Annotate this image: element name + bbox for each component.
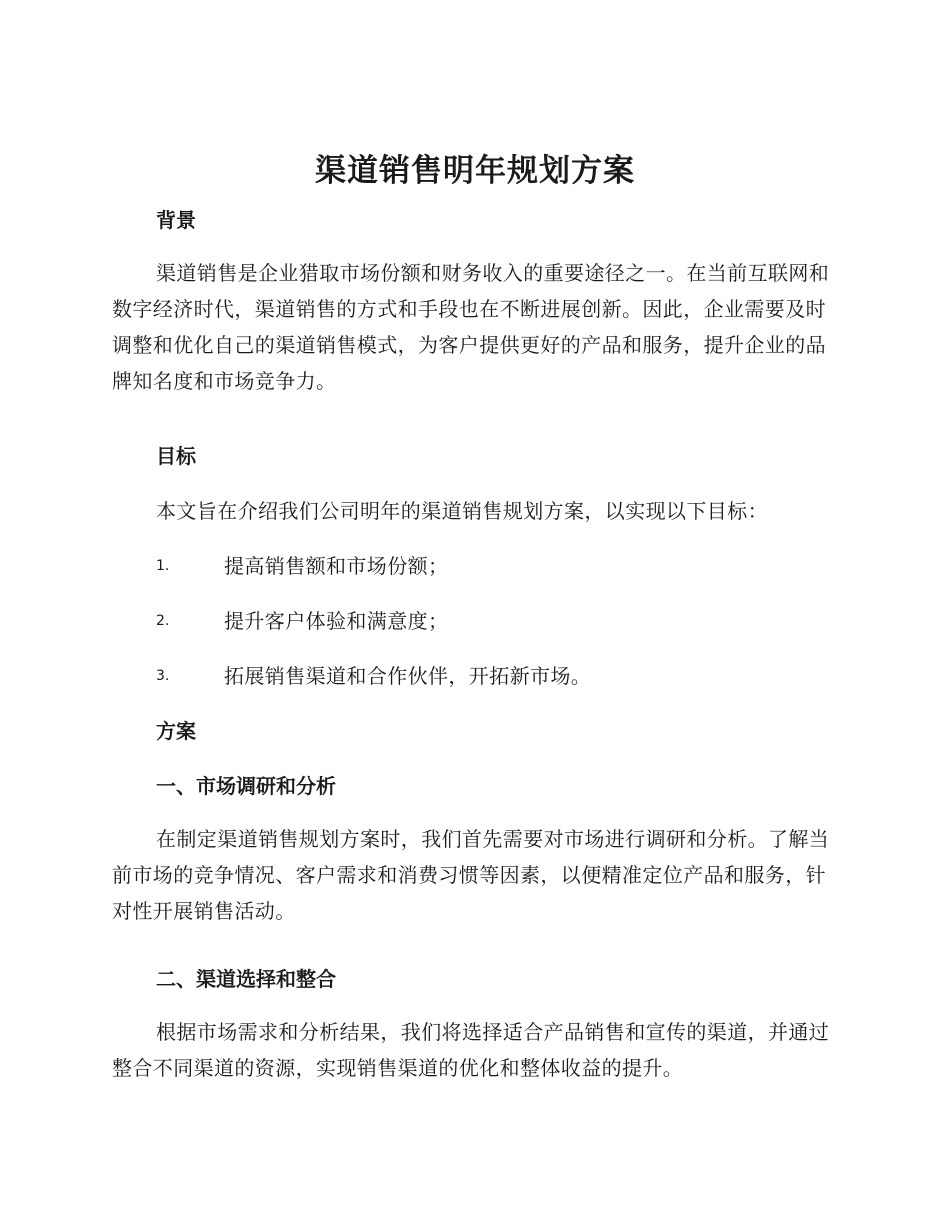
- heading-goals: 目标: [156, 444, 196, 468]
- list-item-number-2: 2.: [156, 613, 170, 629]
- list-item-text-2: 提升客户体验和满意度；: [224, 609, 449, 633]
- goals-intro: 本文旨在介绍我们公司明年的渠道销售规划方案，以实现以下目标：: [156, 499, 768, 523]
- paragraph-background: 渠道销售是企业猎取市场份额和财务收入的重要途径之一。在当前互联网和数字经济时代，渠道销售的方式和手段也在不断进展创新。因此，企业需要及时调整和优化自己的渠道销售模式，为客户提供更好的产品和服务，提升企业的品牌知名度和市场竞争力。: [112, 261, 830, 393]
- list-item-number-3: 3.: [156, 668, 170, 684]
- list-item-text-1: 提高销售额和市场份额；: [224, 554, 449, 578]
- heading-channel-selection: 二、渠道选择和整合: [156, 967, 336, 991]
- heading-plan: 方案: [156, 719, 196, 743]
- heading-background: 背景: [156, 208, 196, 232]
- paragraph-channel-selection: 根据市场需求和分析结果，我们将选择适合产品销售和宣传的渠道，并通过整合不同渠道的资源，实现销售渠道的优化和整体收益的提升。: [112, 1020, 830, 1080]
- document-title: 渠道销售明年规划方案: [315, 153, 635, 189]
- list-item-number-1: 1.: [156, 558, 170, 574]
- heading-market-research: 一、市场调研和分析: [156, 774, 336, 798]
- list-item-text-3: 拓展销售渠道和合作伙伴，开拓新市场。: [224, 664, 592, 688]
- paragraph-market-research: 在制定渠道销售规划方案时，我们首先需要对市场进行调研和分析。了解当前市场的竞争情况、客户需求和消费习惯等因素，以便精准定位产品和服务，针对性开展销售活动。: [112, 827, 830, 923]
